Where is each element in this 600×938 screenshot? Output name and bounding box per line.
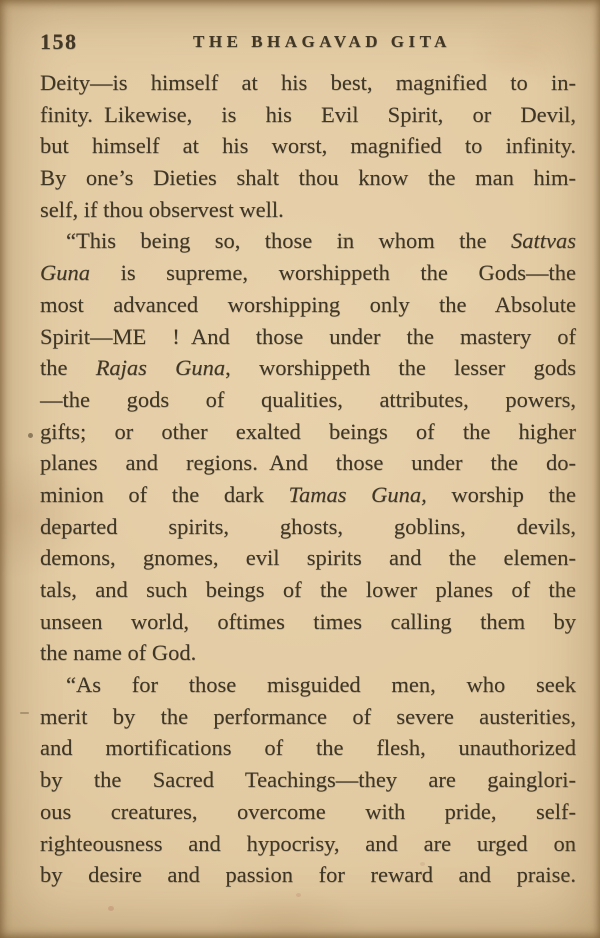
text-segment: planes and regions. And those under the do-	[40, 450, 576, 476]
text-line	[40, 637, 576, 669]
paper-speck	[296, 893, 301, 897]
text-segment: tals, and such beings of the lower planes of the	[40, 577, 576, 602]
italic-term: Rajas Guna	[95, 355, 226, 381]
page-number: 158	[40, 29, 78, 54]
text-line	[40, 289, 576, 321]
text-segment: Spirit—ME ! And those under the mastery of	[40, 323, 576, 349]
italic-term: Tamas Guna,	[288, 481, 427, 507]
text-line	[40, 416, 576, 448]
running-title: THE BHAGAVAD GITA	[193, 32, 451, 51]
text-segment: by desire and passion for reward and praise.	[40, 862, 576, 888]
text-line	[40, 225, 576, 257]
text-segment: is supreme, worshippeth the Gods—the	[90, 260, 576, 286]
text-line	[40, 321, 576, 353]
text-segment: righteousness and hypocrisy, and are urged on	[40, 830, 576, 856]
text-line	[40, 764, 576, 796]
text-line	[40, 701, 576, 733]
text-segment: demons, gnomes, evil spirits and the elemen-	[40, 545, 576, 571]
text-segment: “As for those misguided men, who seek	[66, 672, 576, 698]
text-line	[40, 352, 576, 384]
page-header	[40, 29, 575, 55]
text-segment: but himself at his worst, magnified to infinity.	[40, 133, 576, 159]
text-line	[40, 511, 576, 543]
text-line	[40, 606, 576, 638]
text-segment: worship the	[426, 481, 576, 507]
text-line	[40, 574, 576, 606]
text-segment: merit by the performance of severe austerities,	[40, 703, 576, 729]
text-segment: minion of the dark	[40, 481, 289, 507]
text-segment: gifts; or other exalted beings of the higher	[40, 418, 576, 444]
text-line	[40, 447, 576, 479]
text-line	[40, 130, 576, 162]
text-line	[40, 859, 576, 891]
text-line	[40, 669, 576, 701]
text-line	[40, 479, 576, 511]
text-segment: departed spirits, ghosts, goblins, devils,	[40, 513, 576, 539]
text-segment: the	[40, 355, 96, 381]
text-line	[40, 796, 576, 828]
text-line	[40, 257, 576, 289]
italic-term: Sattvas	[511, 228, 576, 254]
text-line	[40, 67, 576, 99]
text-segment: finity. Likewise, is his Evil Spirit, or Devil,	[40, 101, 576, 127]
text-segment: the name of God.	[40, 640, 197, 666]
text-segment: —the gods of qualities, attributes, powers,	[40, 386, 576, 412]
text-line	[40, 828, 576, 860]
paper-speck	[28, 433, 33, 438]
text-segment: “This being so, those in whom the	[66, 228, 511, 254]
text-segment: By one’s Dieties shalt thou know the man him-	[40, 165, 576, 191]
text-segment: ous creatures, overcome with pride, self-	[40, 798, 576, 824]
text-line	[40, 99, 576, 131]
paper-speck	[20, 712, 29, 714]
paper-speck	[108, 906, 114, 911]
text-line	[40, 732, 576, 764]
text-segment: most advanced worshipping only the Absolute	[40, 291, 576, 317]
text-segment: and mortifications of the flesh, unauthorized	[40, 735, 576, 761]
italic-term: Guna	[40, 260, 90, 286]
text-segment: , worshippeth the lesser gods	[225, 355, 576, 381]
text-line	[40, 384, 576, 416]
text-segment: by the Sacred Teachings—they are gainglori-	[40, 767, 576, 793]
text-segment: Deity—is himself at his best, magnified to in-	[40, 70, 576, 95]
text-segment: self, if thou observest well.	[40, 196, 284, 222]
text-line	[40, 542, 576, 574]
text-line	[40, 194, 576, 226]
text-line	[40, 162, 576, 194]
body-text	[40, 67, 576, 891]
text-segment: unseen world, oftimes times calling them by	[40, 608, 576, 634]
